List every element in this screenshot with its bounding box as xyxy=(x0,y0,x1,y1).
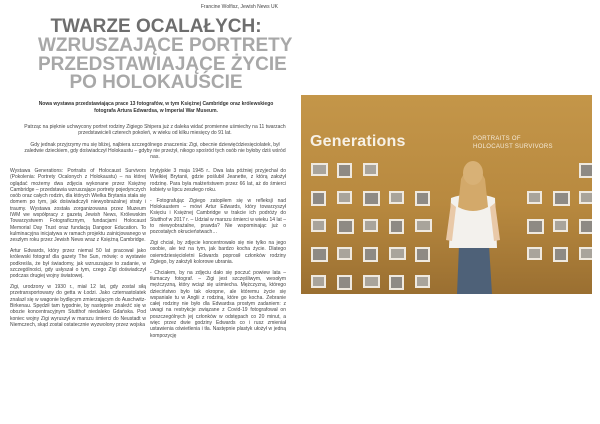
framed-photograph xyxy=(339,221,352,232)
framed-photograph xyxy=(529,221,542,232)
framed-photograph xyxy=(417,277,428,286)
framed-photograph xyxy=(365,277,378,286)
intro-paragraph: Gdy jednak przyjrzymy mu się bliżej, najbiera szczególnego znaczenia: Zigi, obecnie dziewięćdziesięciolatek, był zaledwie dzieckiem, gdy doświadczył Holokaustu – gdyby nie przeżył, nikogo spośród tych osób nie byłoby dziś wśród nas. xyxy=(24,141,286,161)
article-lead: Nowa wystawa przedstawiająca prace 13 fotografów, w tym Księżnej Cambridge oraz królewskiego fotografa Artura Edwardsa, w Imperial War Museum. xyxy=(38,101,274,114)
exhibition-photo xyxy=(301,95,592,294)
exhibition-photo-drawing xyxy=(301,95,592,294)
body-paragraph: brytyjskie 3 maja 1945 r.. Dwa lata później przyjechał do Wielkiej Brytanii, gdzie poślubił Jeanette, z którą założył rodzinę. Para była małżeństwem przez 66 lat, aż do śmierci kobiety w lipcu zeszłego roku. xyxy=(150,168,286,193)
framed-photograph xyxy=(581,165,592,176)
framed-photograph xyxy=(313,193,324,204)
article-byline: Francine Wolfisz, Jewish News UK xyxy=(200,4,278,10)
framed-photograph xyxy=(529,193,540,202)
framed-photograph xyxy=(417,193,428,204)
body-paragraph: Artur Edwards, który przez niemal 50 lat pracował jako królewski fotograf dla gazety The Sun, mówię: o wystawie podkreśla, że był świadomy, jak wzruszające to zadanie, w szczególności, gdy usłyszał o tym, czego Zigi doświadczył podczas drugiej wojny światowej. xyxy=(10,248,146,280)
article-title-line2: WZRUSZAJĄCE PORTRETY xyxy=(38,35,293,56)
framed-photograph xyxy=(391,249,404,258)
body-paragraph: Wystawa Generations: Portraits of Holocaust Survivors (Pokolenia: Portrety Ocalonych z Holokaustu) – na której oglądać możemy dwa zdjęcia wykonane przez Księżnę Cambridge – przedstawia wzruszające portrety pojedynczych osób oraz całych rodzin, dla których Wielka Brytania stała się domem po tym, jak doświadczyli niewyobrażalnej straty i traumy. Wystawa została zorganizowana przez Muzeum IWM we współpracy z gazetą Jewish News, Królewskim Towarzystwem Fotograficznym, fundacjami Holocaust Memorial Day Trust oraz fundacją Dangoor Education. To kulminacyjna inicjatywa w ramach projektu zainicjowanego w zeszłym roku przez Jewish News wraz z Księżną Cambridge. xyxy=(10,168,146,244)
exhibition-brand-title: Generations xyxy=(310,133,406,150)
framed-photograph xyxy=(417,249,428,260)
framed-photograph xyxy=(365,193,378,204)
intro-paragraph: Patrząc na pięknie uchwycony portret rodziny Zigiego Shipera już z daleka widać promienne uśmiechy na 11 twarzach przedstawicieli czterech pokoleń, w wieku od kilku miesięcy do 91 lat. xyxy=(24,124,286,137)
framed-photograph xyxy=(391,193,402,202)
body-paragraph: Zigi, urodzony w 1930 r., miał 12 lat, gdy został siłą przetransportowany do getta w Łodzi. Jako czternastolatek znalazł się w wagonie bydlęcym zmierzającym do Auschwitz-Birkenau. Spędził tam tygodnie, by następnie znaleźć się w obozie koncentracyjnym Stutthof niedaleko Gdańska. Pod koniec wojny Zigi wyruszył w marszu śmierci do Neustadt w Niemczech, skąd został ostatecznie wyzwolony przez wojska xyxy=(10,284,146,328)
framed-photograph xyxy=(339,165,350,176)
article-column-right xyxy=(150,168,286,343)
framed-photograph xyxy=(313,221,324,230)
framed-photograph xyxy=(365,221,376,230)
exhibition-subtitle-line2: HOLOCAUST SURVIVORS xyxy=(473,143,553,150)
framed-photograph xyxy=(391,221,402,232)
visitor-head xyxy=(463,161,483,185)
framed-photograph xyxy=(581,193,592,202)
framed-photograph xyxy=(417,221,430,230)
exhibition-subtitle-line1: PORTRAITS OF xyxy=(473,136,521,142)
framed-photograph xyxy=(339,249,350,258)
framed-photograph xyxy=(365,165,376,174)
framed-photograph xyxy=(365,249,376,260)
article-intro xyxy=(20,124,290,165)
framed-photograph xyxy=(339,193,350,202)
visitor-legs xyxy=(457,245,492,294)
framed-photograph xyxy=(555,221,566,230)
article-column-left xyxy=(10,168,146,333)
article-title-subheading xyxy=(38,35,293,93)
framed-photograph xyxy=(529,249,540,258)
framed-photograph xyxy=(313,249,326,260)
framed-photograph xyxy=(555,249,566,260)
framed-photograph xyxy=(581,221,592,232)
article-title-line4: PO HOLOKAUŚCIE xyxy=(69,72,243,93)
exhibition-brand-subtitle xyxy=(473,136,583,151)
body-paragraph: - Chciałem, by na zdjęciu dało się poczuć powiew lata – tłumaczy fotograf. – Zigi jest szczęśliwym, wesołym mężczyzną, który wciąż się uśmiecha. Mężczyzną, którego dzieciństwo było tak okropne, ale któremu życie się wspaniale tu w Anglii z rodziną, które go kocha. Zebranie całej rodziny nie było dla Edwardsa prostym zadaniem: z uwagi na restrykcje związane z Covid-19 fotografował on poszczególnych jej członków w odstępach co 20 minut, a więc przez dwie godziny Edwards co i rusz zmieniał ustawienia oświetlenia i tła. Następnie plastyk ułożył w jedną kompozycję xyxy=(150,269,286,339)
body-paragraph: - Fotografując Zigiego zatopiłem się w refleksji nad Holokaustem – mówi Artur Edwards, który towarzyszył Księciu i Księżnej Cambridge w trakcie ich podróży do Stutthof w 2017 r. – Udział w marszu śmierci w wieku 14 lat – to niewyobrażalne, prawda? Nie wspominając już o pozostałych okrucieństwach… xyxy=(150,197,286,236)
framed-photograph xyxy=(313,165,326,174)
article-title-line1: TWARZE OCALAŁYCH: xyxy=(50,16,262,37)
article-title-line3: PRZEDSTAWIAJĄCE ŻYCIE xyxy=(38,53,287,75)
framed-photograph xyxy=(555,193,568,204)
framed-photograph xyxy=(313,277,324,286)
framed-photograph xyxy=(391,277,402,288)
framed-photograph xyxy=(581,249,592,258)
framed-photograph xyxy=(339,277,350,288)
body-paragraph: Zigi chciał, by zdjęcie koncentrowało się nie tylko na jego osobie, ale też na tym, jak bardzo kocha życie. Dlatego osiemdziesięcioletni Edwards poprosił członków rodziny Zigiego, by założyli kolorowe ubrania. xyxy=(150,239,286,265)
